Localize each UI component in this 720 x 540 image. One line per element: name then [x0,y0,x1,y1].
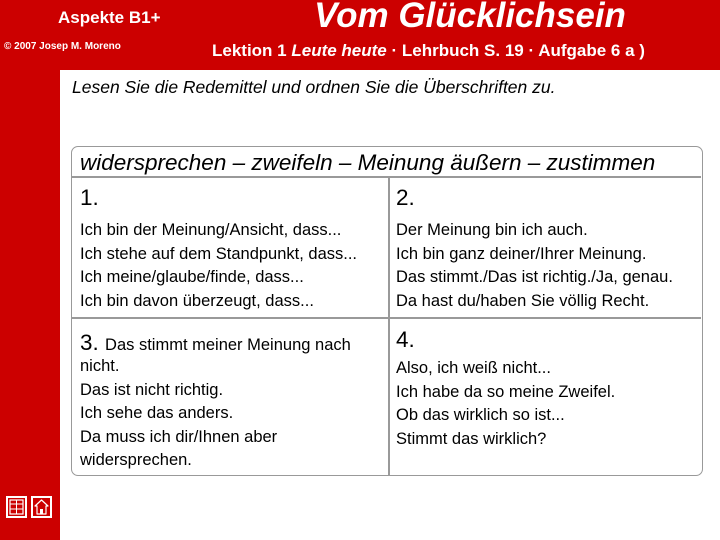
home-icon[interactable] [31,496,52,518]
phrase-line: Stimmt das wirklich? [396,429,547,448]
phrase-line: nicht. [80,357,120,375]
home-icon-graphic [33,498,50,516]
cell-number-3-digit: 3. [80,330,99,355]
divider-vertical [388,177,390,475]
table-icon[interactable] [6,496,27,518]
phrase-line: Da hast du/haben Sie völlig Recht. [396,291,650,310]
subtitle-pre: Lektion 1 [212,41,292,60]
phrase-line: Ob das wirklich so ist... [396,406,565,424]
phrase-line: Ich sehe das anders. [80,404,234,422]
table-heading: widersprechen – zweifeln – Meinung äußern – zustimmen [80,150,656,175]
phrase-line: Ich meine/glaube/finde, dass... [80,268,304,286]
phrase-line: Ich habe da so meine Zweifel. [396,382,616,401]
left-sidebar-band [0,0,60,540]
phrase-line: Ich bin davon überzeugt, dass... [80,291,314,310]
cell-number-3 [80,330,351,356]
cell-2-phrases [396,219,673,313]
cell-4-phrases [396,357,615,451]
phrase-line: Da muss ich dir/Ihnen aber [80,427,278,446]
task-instruction: Lesen Sie die Redemittel und ordnen Sie die Überschriften zu. [72,77,556,97]
cell-number-2: 2. [396,185,415,210]
page-title: Vom Glücklichsein [314,0,626,35]
divider-middle [72,317,701,319]
cell-3-phrases [80,355,277,473]
brand-label: Aspekte B1+ [58,8,161,27]
cell-number-1: 1. [80,185,99,210]
phrase-line: Der Meinung bin ich auch. [396,221,588,239]
phrase-line: widersprechen. [80,451,192,469]
table-icon-graphic [8,498,25,516]
phrase-line: Das ist nicht richtig. [80,380,224,399]
phrase-line: Ich bin der Meinung/Ansicht, dass... [80,221,342,239]
phrase-line: Das stimmt./Das ist richtig./Ja, genau. [396,268,673,286]
phrase-line: Ich stehe auf dem Standpunkt, dass... [80,244,358,263]
phrase-line: Also, ich weiß nicht... [396,359,551,377]
divider-top [72,176,701,178]
cell-1-phrases [80,219,357,313]
subtitle-emphasis: Leute heute [291,41,387,60]
cell-number-4: 4. [396,327,415,352]
phrase-table [71,146,703,476]
cell-3-first-line: Das stimmt meiner Meinung nach [105,336,351,354]
subtitle-post: · Lehrbuch S. 19 · Aufgabe 6 a ) [386,41,645,60]
lesson-subtitle [212,41,645,61]
copyright-label: © 2007 Josep M. Moreno [4,41,121,52]
phrase-line: Ich bin ganz deiner/Ihrer Meinung. [396,244,647,263]
